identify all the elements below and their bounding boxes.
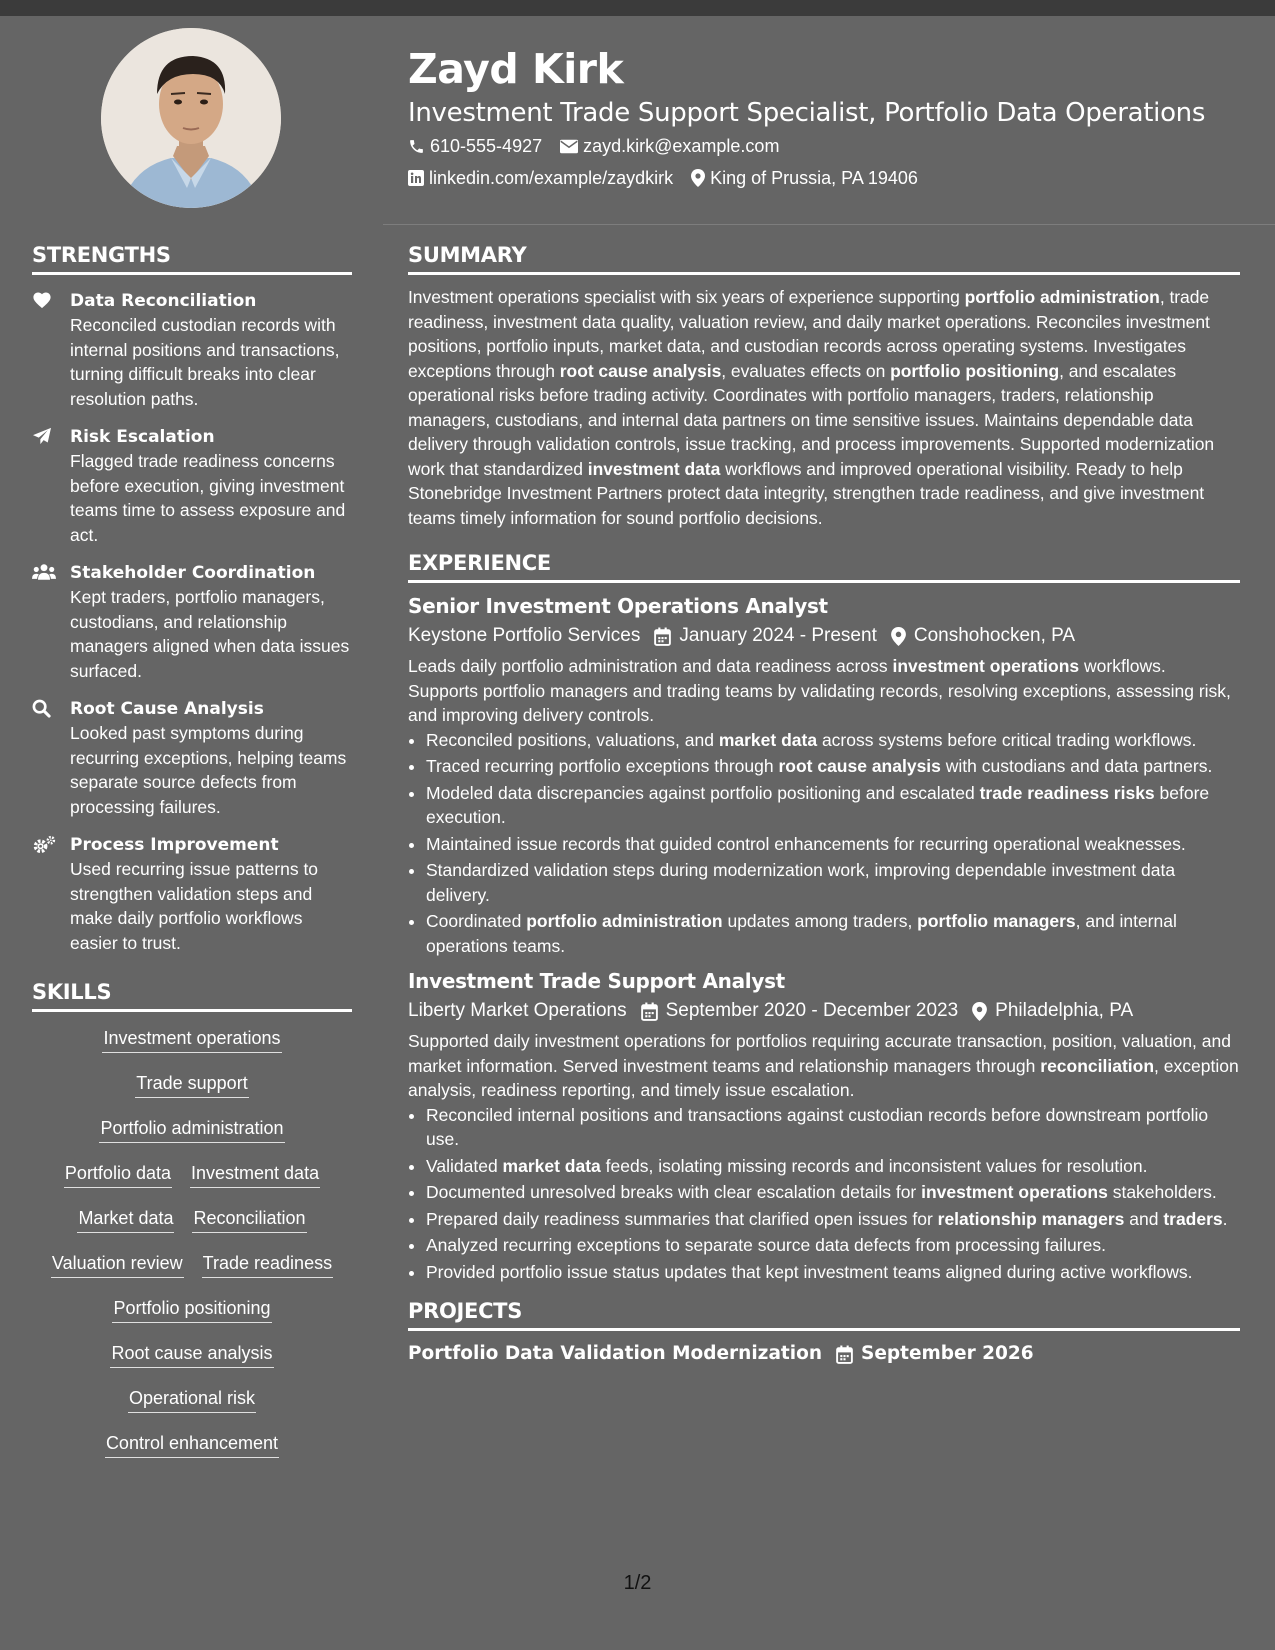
project-title: Portfolio Data Validation Modernization [408,1343,823,1364]
location-text: King of Prussia, PA 19406 [710,168,918,188]
job-bullet: • Analyzed recurring exceptions to separate source data defects from processing failures. [426,1233,1240,1258]
strength-title: Stakeholder Coordination [70,563,316,583]
job-bullet: • Reconciled internal positions and transactions against custodian records before downstream portfolio use. [426,1103,1240,1152]
candidate-title: Investment Trade Support Specialist, Portfolio Data Operations [408,98,1206,128]
skills-list [32,1026,352,1476]
summary-part: , trade readiness, investment data quality, valuation review, and daily market operations. Reconciles investment positions, portfolio inputs, market data, and custodian records across operating systems. Investigates exceptions through [408,287,1210,381]
job-description [408,654,1240,728]
job-bullet: • Documented unresolved breaks with clear escalation details for investment operations stakeholders. [426,1180,1240,1205]
map-pin-icon [691,169,705,187]
job-bullet: • Prepared daily readiness summaries that clarified open issues for relationship managers and traders. [426,1207,1240,1232]
phone-icon [408,138,425,155]
linkedin-link[interactable]: linkedin.com/example/zaydkirk [429,168,674,188]
strength-title: Process Improvement [70,835,279,855]
job-title: Senior Investment Operations Analyst [408,594,828,618]
map-pin-icon [972,1002,987,1021]
job-bullets [408,728,1240,959]
summary-keyword: root cause analysis [559,360,722,381]
calendar-icon [654,627,671,646]
strength-item [32,425,352,547]
page-number: 1/2 [623,1572,652,1594]
linkedin-contact[interactable] [408,162,673,194]
phone-number: 610-555-4927 [430,136,543,156]
projects-heading: PROJECTS [408,1299,523,1323]
strength-desc: Used recurring issue patterns to strengthen validation steps and make daily portfolio workflows easier to trust. [70,859,319,953]
strength-item [32,833,352,955]
sidebar [32,240,352,1476]
strength-desc: Reconciled custodian records with internal positions and transactions, turning difficult breaks into clear resolution paths. [70,315,340,409]
job-dates: September 2020 - December 2023 [665,1000,959,1021]
strength-title: Root Cause Analysis [70,699,264,719]
strength-desc: Kept traders, portfolio managers, custodians, and relationship managers aligned when data issues surfaced. [70,587,350,681]
skill-tag: Portfolio positioning [112,1296,271,1323]
summary-part: , evaluates effects on [721,360,891,381]
strength-item [32,561,352,683]
job-dates: January 2024 - Present [679,625,877,646]
contact-row-2 [408,162,1268,194]
job-location: Conshohocken, PA [913,625,1076,646]
phone-contact [408,130,542,162]
skill-tag: Control enhancement [105,1431,279,1458]
calendar-icon [836,1345,853,1364]
top-bar [0,0,1275,16]
strength-title: Data Reconciliation [70,291,257,311]
main-column [408,240,1240,1368]
gears-icon [32,835,56,854]
section-rule [408,1328,1240,1331]
desc-part: Leads daily portfolio administration and data readiness across [408,656,893,676]
summary-keyword: portfolio positioning [890,360,1060,381]
company-name: Keystone Portfolio Services [408,625,641,646]
desc-part: workflows. Supports portfolio managers and trading teams by validating records, resolving exceptions, assessing risk, and improving delivery controls. [408,656,1231,725]
email-link[interactable]: zayd.kirk@example.com [583,136,780,156]
job-meta [408,995,1240,1027]
strength-desc: Flagged trade readiness concerns before execution, giving investment teams time to assess exposure and act. [70,451,346,545]
experience-heading: EXPERIENCE [408,551,551,575]
paper-plane-icon [32,427,52,445]
calendar-icon [641,1002,658,1021]
skill-tag: Valuation review [51,1251,184,1278]
skill-tag: Reconciliation [192,1206,306,1233]
strength-item [32,697,352,819]
summary-part: , and escalates operational risks before trading activity. Coordinates with portfolio managers, traders, relationship managers, custodians, and internal data partners on time sensitive issues. Maintains dependable data delivery through validation controls, issue tracking, and process improvements. Supported modernization work that standardized [408,360,1215,479]
job-description [408,1029,1240,1103]
skill-tag: Market data [77,1206,174,1233]
skill-tag: Trade support [135,1071,248,1098]
linkedin-icon [408,170,424,186]
job-title: Investment Trade Support Analyst [408,969,785,993]
job-bullet: • Traced recurring portfolio exceptions through root cause analysis with custodians and data partners. [426,754,1240,779]
project-date: September 2026 [861,1343,1034,1364]
summary-text [408,285,1240,530]
envelope-icon [560,139,578,154]
job-location: Philadelphia, PA [995,1000,1134,1021]
section-rule [408,272,1240,275]
section-rule [408,580,1240,583]
job-bullet: • Maintained issue records that guided control enhancements for recurring operational weaknesses. [426,832,1240,857]
desc-part: Supported daily investment operations for portfolios requiring accurate transaction, position, valuation, and market information. Served investment teams and relationship managers through [408,1031,1231,1076]
skill-tag: Portfolio administration [99,1116,284,1143]
resume-header [408,40,1268,194]
search-icon [32,699,51,718]
summary-keyword: portfolio administration [964,287,1160,307]
candidate-name: Zayd Kirk [408,45,624,93]
map-pin-icon [891,627,906,646]
skill-tag: Investment operations [102,1026,281,1053]
skill-tag: Root cause analysis [110,1341,273,1368]
job-bullet: • Provided portfolio issue status updates that kept investment teams aligned during active workflows. [426,1260,1240,1285]
desc-keyword: reconciliation [1040,1055,1155,1076]
job-bullet: • Reconciled positions, valuations, and market data across systems before critical trading workflows. [426,728,1240,753]
project-item [408,1340,1240,1368]
skill-tag: Portfolio data [64,1161,172,1188]
job-bullet: • Standardized validation steps during modernization work, improving dependable investment data delivery. [426,858,1240,907]
section-rule [32,272,352,275]
email-contact[interactable] [560,130,779,162]
location-contact [691,162,918,194]
company-name: Liberty Market Operations [408,1000,627,1021]
strength-desc: Looked past symptoms during recurring exceptions, helping teams separate source defects from processing failures. [70,723,347,817]
profile-photo [101,28,281,208]
strength-item [32,289,352,411]
summary-part: Investment operations specialist with six years of experience supporting [408,287,965,307]
heart-icon [32,291,52,309]
job-bullet: • Modeled data discrepancies against portfolio positioning and escalated trade readiness risks before execution. [426,781,1240,830]
job-bullet: • Validated market data feeds, isolating missing records and inconsistent values for resolution. [426,1154,1240,1179]
strength-title: Risk Escalation [70,427,215,447]
skills-heading: SKILLS [32,980,112,1004]
job-meta [408,620,1240,652]
section-rule [32,1009,352,1012]
skill-tag: Operational risk [128,1386,256,1413]
contact-row-1 [408,130,1268,162]
desc-keyword: investment operations [892,656,1080,676]
strengths-heading: STRENGTHS [32,243,171,267]
users-icon [32,563,56,581]
desc-part: , exception analysis, readiness reporting, and timely issue escalation. [408,1055,1239,1100]
header-divider [383,224,1275,225]
summary-part: workflows and improved operational visibility. Ready to help Stonebridge Investment Partners protect data integrity, strengthen trade readiness, and give investment teams timely information for sound portfolio decisions. [408,458,1205,528]
skill-tag: Investment data [190,1161,320,1188]
summary-heading: SUMMARY [408,243,527,267]
skill-tag: Trade readiness [202,1251,333,1278]
job-bullet: • Coordinated portfolio administration updates among traders, portfolio managers, and internal operations teams. [426,909,1240,958]
summary-keyword: investment data [587,458,721,479]
job-bullets [408,1103,1240,1285]
